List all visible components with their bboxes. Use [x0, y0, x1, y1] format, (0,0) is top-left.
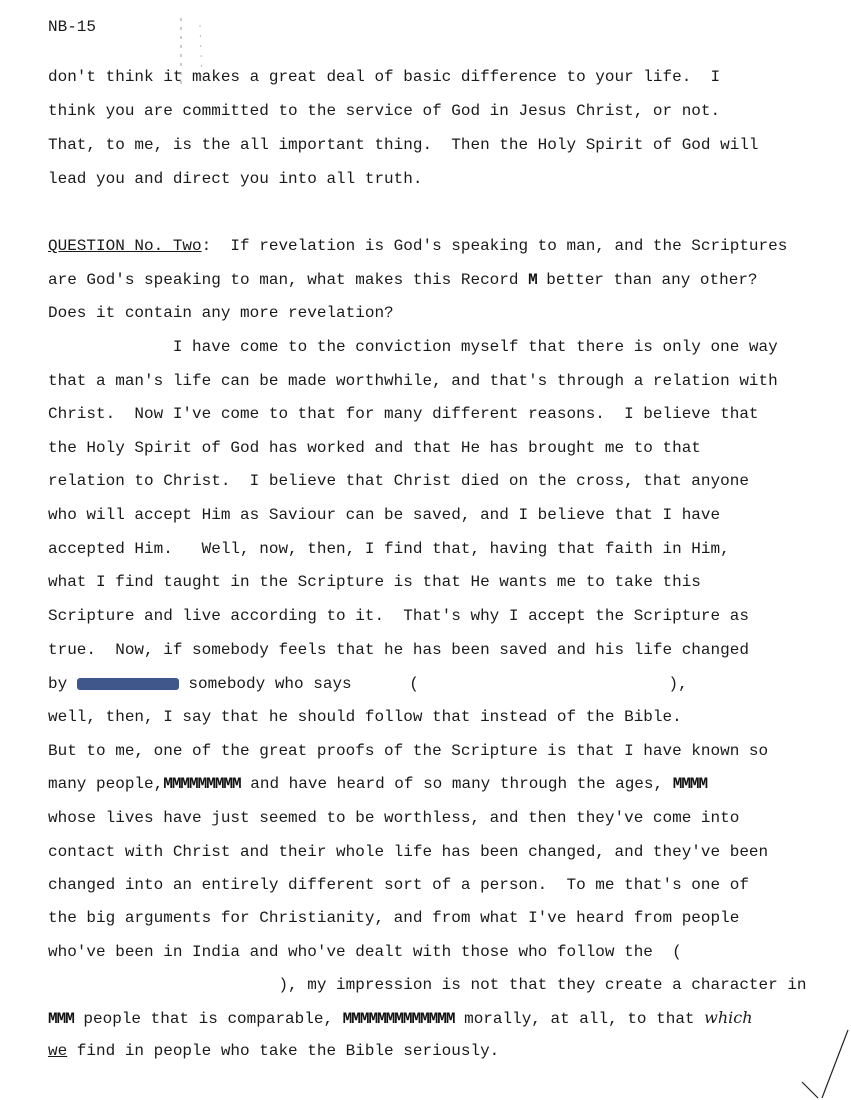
text-line: whose lives have just seemed to be worthless, and then they've come into: [48, 809, 740, 827]
handwritten-insert: we: [48, 1042, 68, 1060]
text-segment: and have heard of so many through the ages,: [240, 775, 673, 793]
handwritten-insert: which: [704, 1008, 753, 1027]
text-line: But to me, one of the great proofs of the Scripture is that I have known so: [48, 742, 769, 760]
text-line: relation to Christ. I believe that Christ died on the cross, that anyone: [48, 472, 749, 490]
text-line: who will accept Him as Saviour can be saved, and I believe that I have: [48, 506, 721, 524]
text-line: the Holy Spirit of God has worked and that He has brought me to that: [48, 439, 701, 457]
text-line: Christ. Now I've come to that for many different reasons. I believe that: [48, 405, 759, 423]
text-segment: better than any other?: [536, 271, 758, 289]
typed-strikeout: MMMM: [672, 775, 708, 793]
typed-strikeout: MMM: [48, 1010, 74, 1028]
text-segment: by: [48, 675, 77, 693]
text-line: That, to me, is the all important thing. Then the Holy Spirit of God will: [48, 136, 759, 154]
text-line: [48, 773, 707, 795]
typed-strikeout: MMMMMMMMMMMMM: [342, 1010, 455, 1028]
text-line: Does it contain any more revelation?: [48, 304, 394, 322]
text-segment: many people,: [48, 775, 164, 793]
text-line: [48, 1007, 753, 1029]
question-text: : If revelation is God's speaking to man, and the Scriptures: [201, 237, 788, 255]
text-line: don't think it makes a great deal of basic difference to your life. I: [48, 68, 721, 86]
typed-strikeout: M: [528, 271, 537, 289]
text-line: that a man's life can be made worthwhile, and that's through a relation with: [48, 372, 778, 390]
text-segment: find in people who take the Bible seriously.: [67, 1042, 500, 1060]
page-number: NB-15: [48, 18, 97, 36]
text-segment: are God's speaking to man, what makes this Record: [48, 271, 529, 289]
text-segment: morally, at all, to that: [454, 1010, 705, 1028]
text-line: ), my impression is not that they create a character in: [48, 976, 807, 994]
text-line: well, then, I say that he should follow that instead of the Bible.: [48, 708, 682, 726]
text-line: I have come to the conviction myself that there is only one way: [48, 338, 778, 356]
text-line: think you are committed to the service of God in Jesus Christ, or not.: [48, 102, 721, 120]
text-line: [48, 269, 758, 291]
text-line: changed into an entirely different sort of a person. To me that's one of: [48, 876, 749, 894]
text-segment: people that is comparable,: [73, 1010, 343, 1028]
text-line: [48, 1040, 499, 1062]
text-line: Scripture and live according to it. That's why I accept the Scripture as: [48, 607, 749, 625]
text-line: accepted Him. Well, now, then, I find that, having that faith in Him,: [48, 540, 730, 558]
text-line: [48, 673, 688, 695]
text-segment: somebody who says ( ),: [178, 675, 688, 693]
text-line: true. Now, if somebody feels that he has been saved and his life changed: [48, 641, 749, 659]
question-line: [48, 235, 787, 257]
text-line: what I find taught in the Scripture is that He wants me to take this: [48, 573, 701, 591]
question-label: QUESTION No. Two: [48, 237, 202, 255]
text-line: the big arguments for Christianity, and from what I've heard from people: [48, 909, 740, 927]
typed-strikeout: MMMMMMMMM: [163, 775, 241, 793]
redaction-scribble: [77, 678, 179, 690]
text-line: contact with Christ and their whole life has been changed, and they've been: [48, 843, 769, 861]
text-line: who've been in India and who've dealt with those who follow the (: [48, 943, 682, 961]
text-line: lead you and direct you into all truth.: [48, 170, 423, 188]
